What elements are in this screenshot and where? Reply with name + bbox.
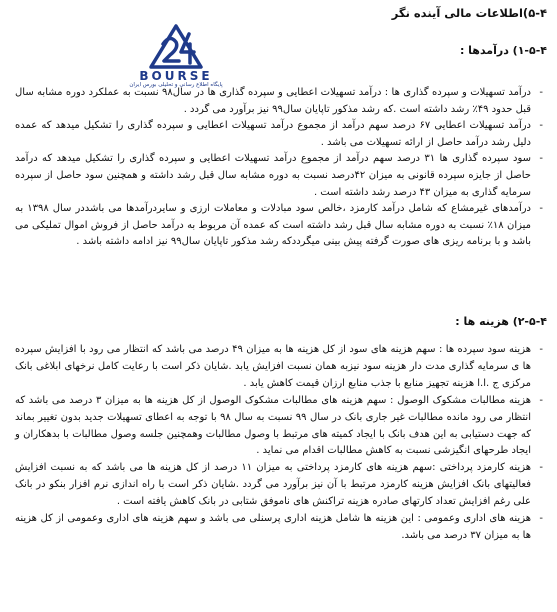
- expenses-list: [15, 342, 543, 545]
- section-title: ۵-۴)اطلاعات مالی آینده نگر: [391, 6, 547, 20]
- bullet-icon: -: [539, 203, 543, 215]
- list-item-text: هزینه سود سپرده ها : سهم هزینه های سود از کل هزینه ها به میزان ۴۹ درصد می باشد که انتظار می رود با افزایش سپرده ها ی سرمایه گذاری مدت دار هزینه سود نیزبه همان نسبت افزایش یابد .شایان ذکر است با رعایت کامل نرخهای ابلاغی بانک مرکزی ج .ا.ا هزینه تجهیز منابع با جذب منابع ارزان قیمت کاهش یابد .: [15, 344, 531, 389]
- list-item: [15, 511, 543, 545]
- list-item: [15, 393, 543, 461]
- revenues-title: ۱-۵-۴) درآمدها :: [459, 44, 547, 57]
- list-item-text: درآمد تسهیلات و سپرده گذاری ها : درآمد تسهیلات اعطایی و سپرده گذاری ها در سال۹۸ نسبت به عملکرد دوره مشابه سال قبل حدود ۴۹٪ رشد داشته است .که رشد مذکور تاپایان سال۹۹ نیز برآورد می گردد .: [15, 87, 531, 115]
- list-item: [15, 151, 543, 201]
- list-item-text: هزینه کارمزد پرداختی :سهم هزینه های کارمزد پرداختی به میزان ۱۱ درصد از کل هزینه ها می باشد که به نسبت افزایش فعالیتهای بانک افزایش هزینه کارمزد مرتبط با آن نیز برآورد می گردد .شایان ذکر است با راه اندازی نرم افزار بنکو در بانک علی رغم افزایش تعداد کارتهای صادره هزینه تراکنش های ناموفق شتابی در بانک کاهش یافته است .: [15, 462, 532, 508]
- expenses-title: ۲-۵-۴) هزینه ها :: [455, 315, 547, 328]
- bullet-icon: -: [539, 153, 543, 165]
- list-item: [15, 460, 543, 511]
- bourse-logo: [120, 22, 232, 88]
- list-item: [15, 201, 543, 251]
- list-item-text: هزینه های اداری وعمومی : این هزینه ها شامل هزینه اداری پرسنلی می باشد و سهم هزینه های اداری وعمومی از کل هزینه ها به میزان ۳۷ درصد می باشد.: [15, 513, 531, 541]
- logo-word: BOURSE: [139, 69, 213, 83]
- bullet-icon: -: [539, 462, 543, 474]
- revenues-list: [15, 85, 543, 251]
- list-item: [15, 85, 543, 118]
- bullet-icon: -: [539, 120, 543, 132]
- list-item-text: درآمد تسهیلات اعطایی ۶۷ درصد سهم درآمد از مجموع درآمد تسهیلات اعطایی و سپرده گذاری را تشکیل میدهد که عمده دلیل رشد درآمد حاصل از ارائه تسهیلات می باشد .: [15, 120, 532, 148]
- list-item-text: هزینه مطالبات مشکوک الوصول : سهم هزینه های مطالبات مشکوک الوصول از کل هزینه ها به میزان ۳ درصد می باشد که انتظار می رود مانده مطالبات غیر جاری بانک در سال ۹۹ نسبت به سال ۹۸ با توجه به اعطای تسهیلات جدید بدون تغییر بماند که جهت دستیابی به این هدف بانک با ایجاد کمیته های مرتبط با وصول مطالبات وهمچنین جلسه وصول مطالبات با بدهکاران و ایجاد طرحهای انگیزشی نسبت به کاهش مطالبات اقدام می نماید .: [15, 394, 531, 457]
- bullet-icon: -: [539, 344, 543, 355]
- list-item: [15, 118, 543, 151]
- list-item-text: سود سپرده گذاری ها ۳۱ درصد سهم درآمد از مجموع درآمد تسهیلات اعطایی و سپرده گذاری را تشکیل میدهد که درآمد حاصل از جایزه سپرده قانونی به میزان ۴۲درصد نسبت به دوره مشابه سال قبل رشد داشته و همچنین سود حاصل از سپرده سرمایه گذاری به میزان ۴۳ درصد رشد داشته است .: [15, 153, 531, 198]
- logo-tagline: پایگاه اطلاع رسانی و تحلیلی بورس ایران: [129, 82, 223, 88]
- list-item-text: درآمدهای غیرمشاع که شامل درآمد کارمزد ،خالص سود مبادلات و معاملات ارزی و سایردرآمدها می باشددر سال ۱۳۹۸ به میزان ۱۸٪ نسبت به دوره مشابه سال قبل رشد داشته است که عمده آن مربوط به درآمد حاصل از فروش اموال تملیکی می باشد و با برنامه ریزی های صورت گرفته پیش بینی میگرددکه رشد مذکور تاپایان سال۹۹ نیز ادامه داشته باشد .: [15, 203, 531, 248]
- bullet-icon: -: [539, 87, 543, 98]
- bourse-logo-icon: [148, 22, 204, 72]
- bullet-icon: -: [539, 513, 543, 525]
- list-item: [15, 342, 543, 393]
- bullet-icon: -: [539, 394, 543, 406]
